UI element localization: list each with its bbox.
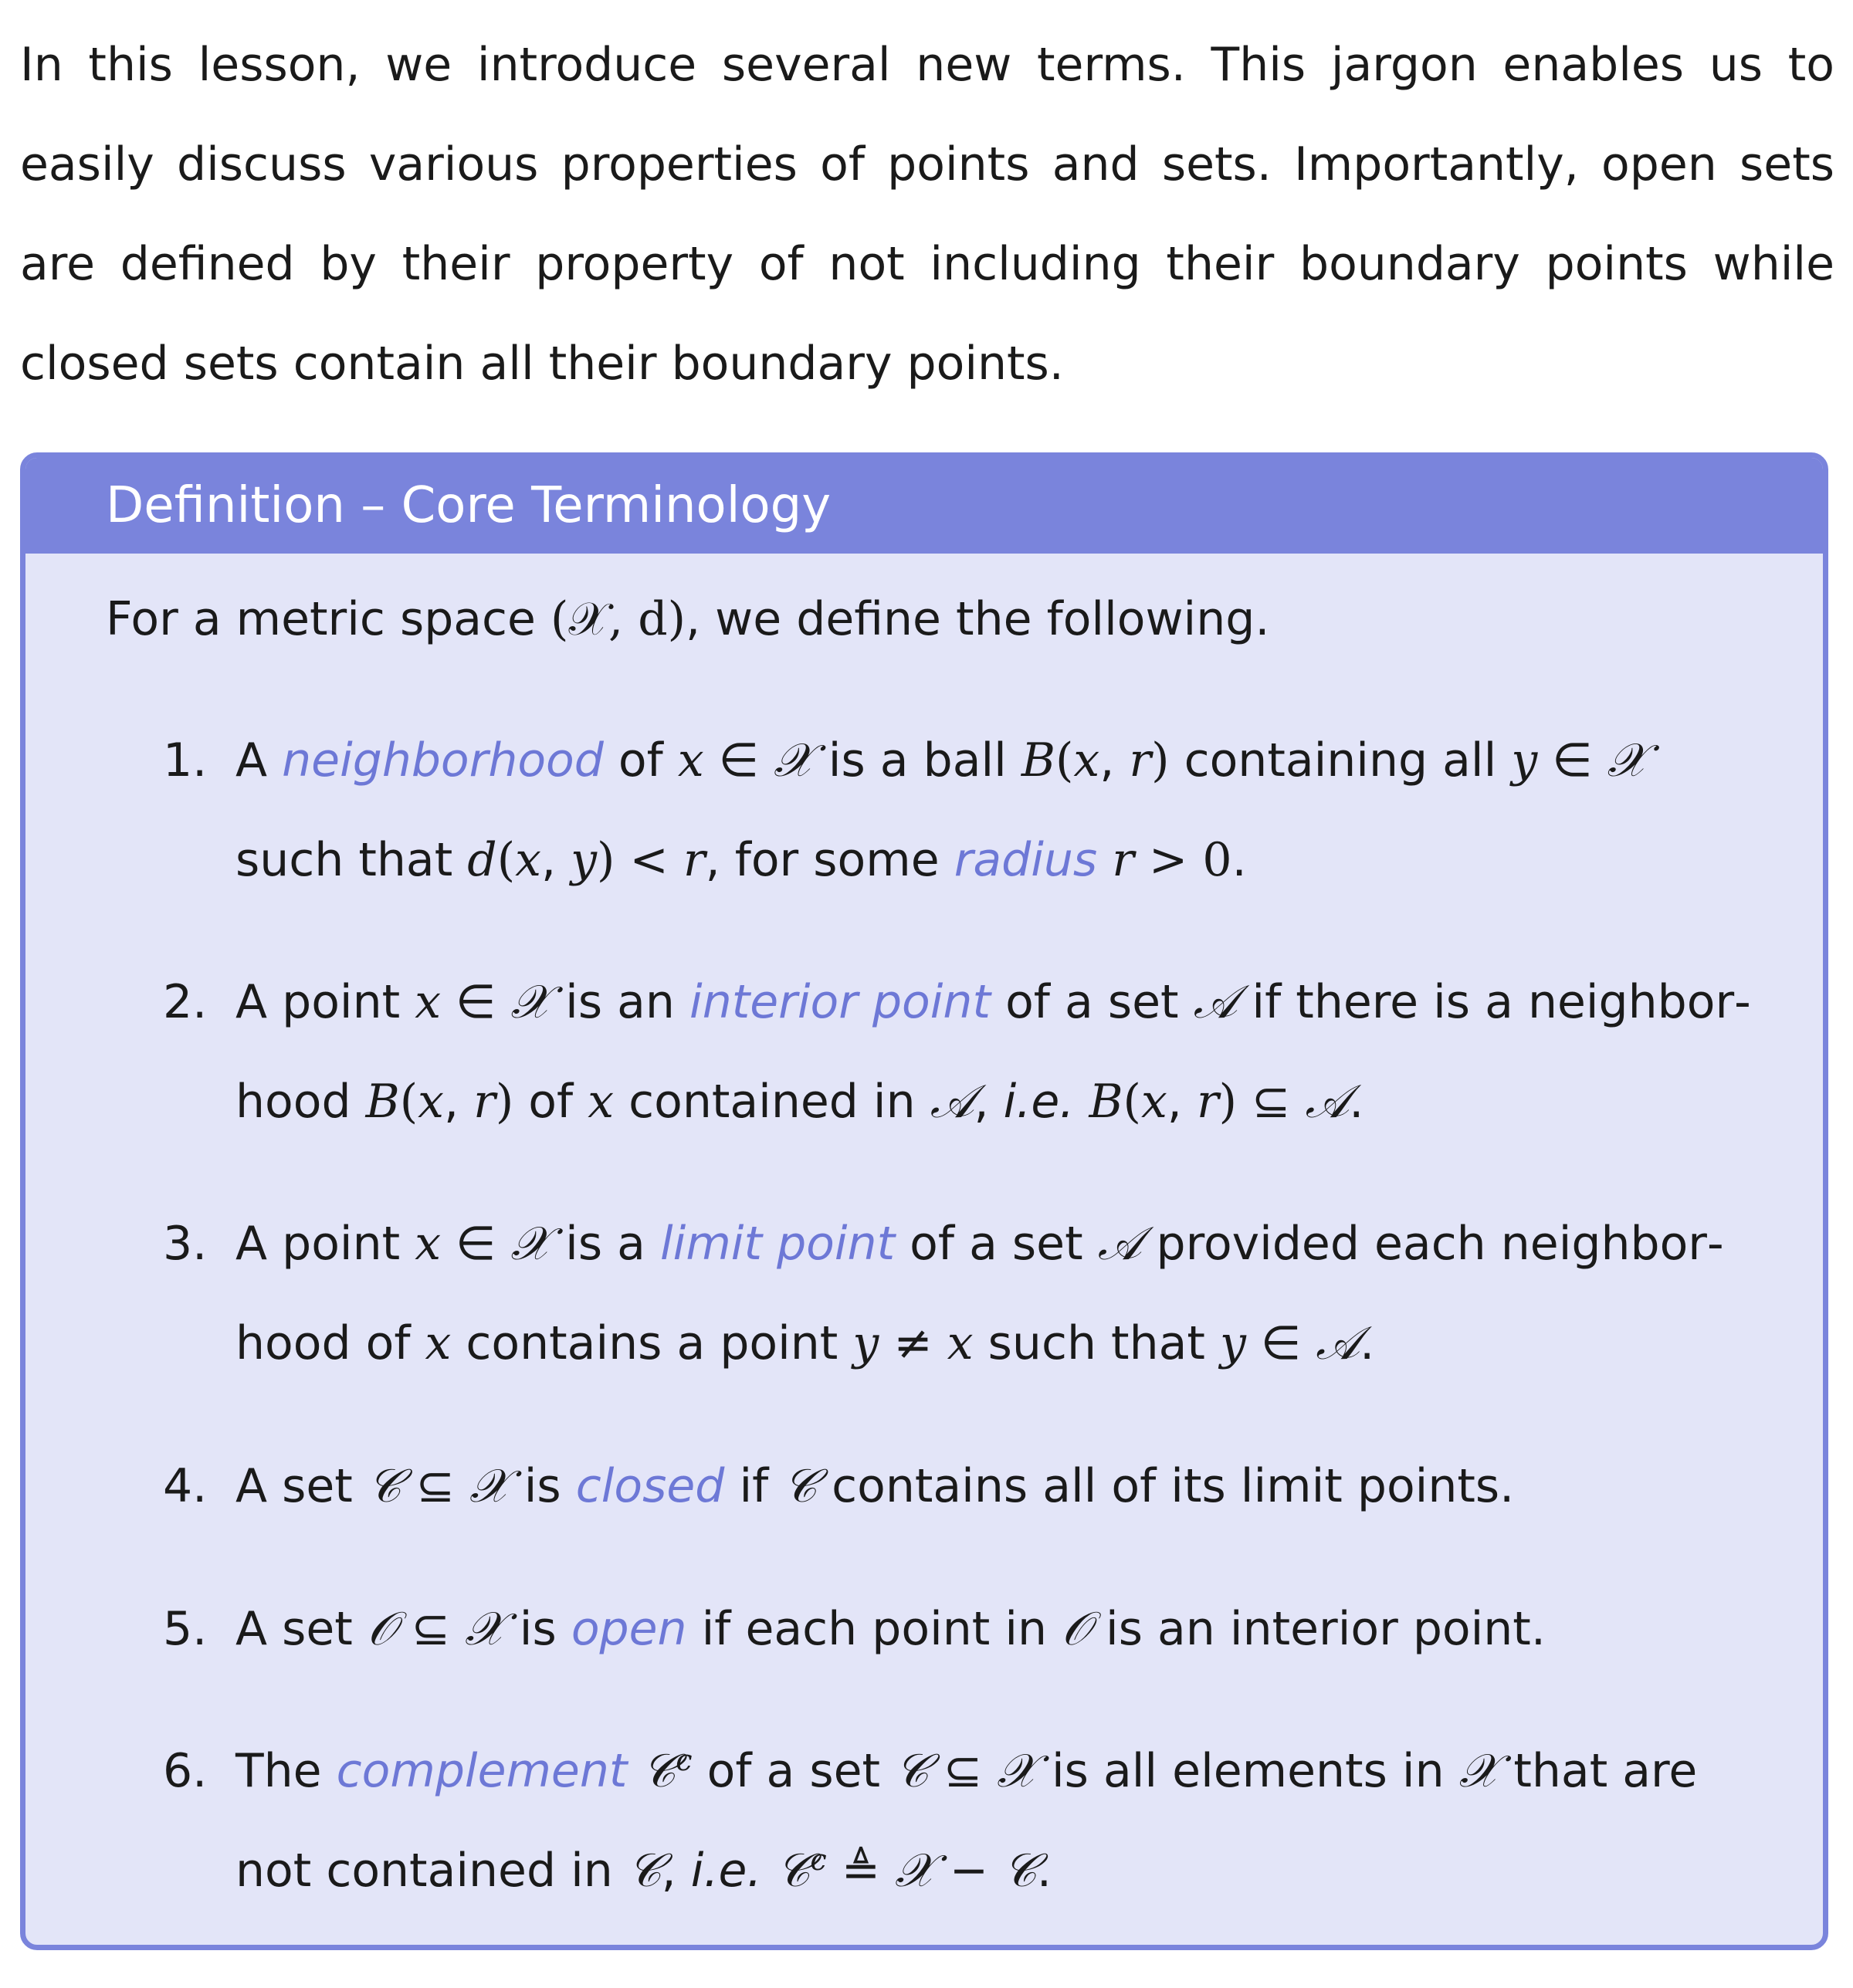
item-text: A point x ∈ 𝒳 is a limit point of a set 𝒜 provided each neighborhood of x contains a point y ≠ x such that y ∈ 𝒜. [235, 1217, 1724, 1370]
term-open: open [571, 1602, 687, 1656]
item-number: 5. [163, 1602, 208, 1656]
item-number: 1. [163, 733, 208, 787]
term-radius: radius [954, 833, 1098, 887]
definition-box [20, 452, 1828, 1950]
item-text: A set 𝒪 ⊆ 𝒳 is open if each point in 𝒪 is an interior point. [235, 1602, 1546, 1656]
item-text: A point x ∈ 𝒳 is an interior point of a set 𝒜 if there is a neighborhood B(x, r) of x contained in 𝒜, i.e. B(x, r) ⊆ 𝒜. [235, 975, 1751, 1129]
term-complement: complement [336, 1744, 628, 1798]
item-text: The complement 𝒞$^c$ of a set 𝒞 ⊆ 𝒳 is all elements in 𝒳 that are not contained in 𝒞, i.e. 𝒞$^c$ ≜ 𝒳 − 𝒞. [235, 1743, 1698, 1898]
definition-lead: For a metric space (𝒳, d), we define the following. [106, 592, 1270, 646]
term-closed: closed [575, 1459, 725, 1513]
definition-title: Definition – Core Terminology [25, 458, 1823, 554]
term-neighborhood: neighborhood [282, 733, 604, 787]
term-limit-point: limit point [660, 1217, 896, 1271]
item-number: 6. [163, 1744, 208, 1798]
item-text: A neighborhood of x ∈ 𝒳 is a ball B(x, r) containing all y ∈ 𝒳 such that d(x, y) < r, for some radius r > 0. [235, 733, 1648, 887]
item-text: A set 𝒞 ⊆ 𝒳 is closed if 𝒞 contains all of its limit points. [235, 1459, 1515, 1513]
item-number: 3. [163, 1217, 208, 1271]
item-number: 4. [163, 1459, 208, 1513]
intro-paragraph: In this lesson, we introduce several new terms. This jargon enables us to easily discuss various properties of points and sets. Importantly, open sets are defined by their property of not including their boundary points while closed sets contain all their boundary points. [20, 38, 1834, 391]
item-number: 2. [163, 975, 208, 1029]
term-interior-point: interior point [689, 975, 991, 1029]
